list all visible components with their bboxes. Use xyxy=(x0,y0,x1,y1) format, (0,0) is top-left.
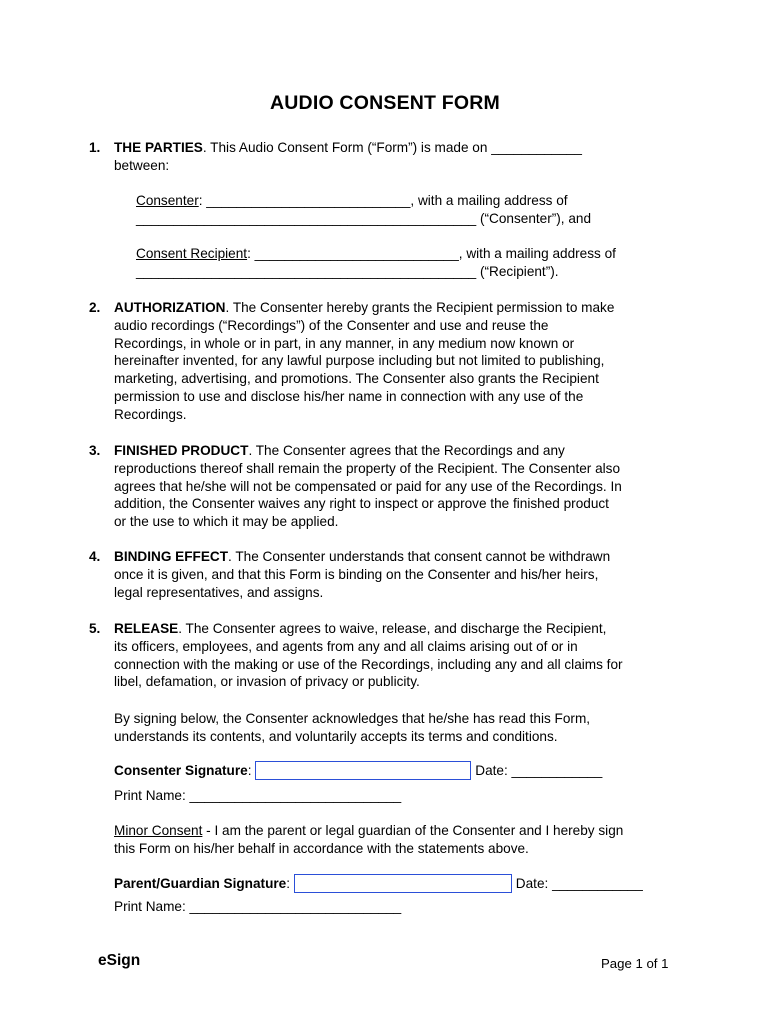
acknowledgement xyxy=(114,710,704,746)
guardian-signature-field[interactable] xyxy=(294,874,512,893)
acknowledgement-text: By signing below, the Consenter acknowledges that he/she has read this Form, xyxy=(114,711,591,726)
colon: : xyxy=(286,876,291,891)
section-authorization xyxy=(89,299,689,424)
section-text: . The Consenter understands that consent cannot be withdrawn xyxy=(228,549,611,564)
consenter-signature-field[interactable] xyxy=(255,761,471,780)
recipient-label: Consent Recipient xyxy=(136,246,248,261)
section-text: audio recordings (“Recordings”) of the Consenter and use and reuse the xyxy=(114,317,549,333)
section-text: libel, defamation, or invasion of privacy or publicity. xyxy=(114,674,420,690)
section-text: reproductions thereof shall remain the property of the Recipient. The Consenter also xyxy=(114,460,621,476)
minor-consent-label: Minor Consent xyxy=(114,823,203,838)
section-number: 2. xyxy=(89,300,101,315)
recipient-name-field[interactable]: : ___________________________, with a mailing address of xyxy=(247,246,616,261)
consenter-date-field[interactable]: Date: ____________ xyxy=(475,763,603,778)
guardian-signature-label: Parent/Guardian Signature xyxy=(114,876,287,891)
section-heading: RELEASE xyxy=(114,621,179,636)
section-text: . The Consenter agrees to waive, release, and discharge the Recipient, xyxy=(178,621,607,636)
section-binding-effect xyxy=(89,548,689,601)
guardian-date-field[interactable]: Date: ____________ xyxy=(515,876,643,891)
page-title: AUDIO CONSENT FORM xyxy=(269,92,500,114)
minor-consent xyxy=(114,822,704,858)
section-heading: FINISHED PRODUCT xyxy=(114,443,249,458)
section-number: 3. xyxy=(89,443,101,458)
section-text: or the use to which it may be applied. xyxy=(114,514,339,530)
consenter-print-name-row xyxy=(114,787,704,805)
section-text: agrees that he/she will not be compensated or paid for any use of the Recordings. In xyxy=(114,478,622,494)
section-text: once it is given, and that this Form is binding on the Consenter and his/her heirs, xyxy=(114,566,599,582)
section-text: Recordings, in whole or in part, in any manner, in any medium now known or xyxy=(114,335,575,351)
section-text: . The Consenter agrees that the Recordings and any xyxy=(248,443,565,458)
section-text: . This Audio Consent Form (“Form”) is made on ____________ xyxy=(202,140,582,155)
section-text: marketing, advertising, and promotions. The Consenter also grants the Recipient xyxy=(114,371,599,387)
guardian-signature-row xyxy=(114,875,704,893)
section-heading: THE PARTIES xyxy=(114,140,203,155)
minor-consent-text: - I am the parent or legal guardian of the Consenter and I hereby sign xyxy=(202,823,624,838)
section-text: between: xyxy=(114,157,170,173)
consenter-address-field[interactable]: _____________________________________________ (“Consenter”), and xyxy=(136,210,592,226)
section-parties xyxy=(89,139,689,175)
section-heading: BINDING EFFECT xyxy=(114,549,229,564)
section-release xyxy=(89,620,689,691)
consenter-print-name-field[interactable]: Print Name: ____________________________ xyxy=(114,788,402,803)
section-number: 1. xyxy=(89,140,101,155)
colon: : xyxy=(247,763,252,778)
section-text: connection with the making or use of the Recordings, including any and all claims for xyxy=(114,656,623,672)
section-text: its officers, employees, and agents from any and all claims arising out of or in xyxy=(114,638,578,654)
section-text: addition, the Consenter waives any right to inspect or approve the finished product xyxy=(114,496,609,512)
section-text: permission to use and disclose his/her name in connection with any use of the xyxy=(114,388,584,404)
section-text: . The Consenter hereby grants the Recipient permission to make xyxy=(225,300,615,315)
consenter-block xyxy=(136,192,696,228)
section-heading: AUTHORIZATION xyxy=(114,300,226,315)
recipient-address-field[interactable]: _____________________________________________ (“Recipient”). xyxy=(136,263,559,279)
section-number: 5. xyxy=(89,621,101,636)
section-text: legal representatives, and assigns. xyxy=(114,584,324,600)
page-number: Page 1 of 1 xyxy=(601,956,669,971)
recipient-block xyxy=(136,245,696,281)
consenter-name-field[interactable]: : ___________________________, with a mailing address of xyxy=(198,193,568,208)
section-finished-product xyxy=(89,442,689,531)
consenter-signature-label: Consenter Signature xyxy=(114,763,248,778)
guardian-print-name-field[interactable]: Print Name: ____________________________ xyxy=(114,899,402,914)
consenter-signature-row xyxy=(114,762,704,780)
section-text: Recordings. xyxy=(114,406,187,422)
section-text: hereinafter invented, for any lawful purpose including but not limited to publishing, xyxy=(114,353,605,369)
guardian-print-name-row xyxy=(114,898,704,916)
acknowledgement-text: understands its contents, and voluntarily accepts its terms and conditions. xyxy=(114,728,558,744)
minor-consent-text: this Form on his/her behalf in accordance with the statements above. xyxy=(114,840,529,856)
consenter-label: Consenter xyxy=(136,193,199,208)
esign-logo: eSign xyxy=(98,952,141,969)
section-number: 4. xyxy=(89,549,101,564)
